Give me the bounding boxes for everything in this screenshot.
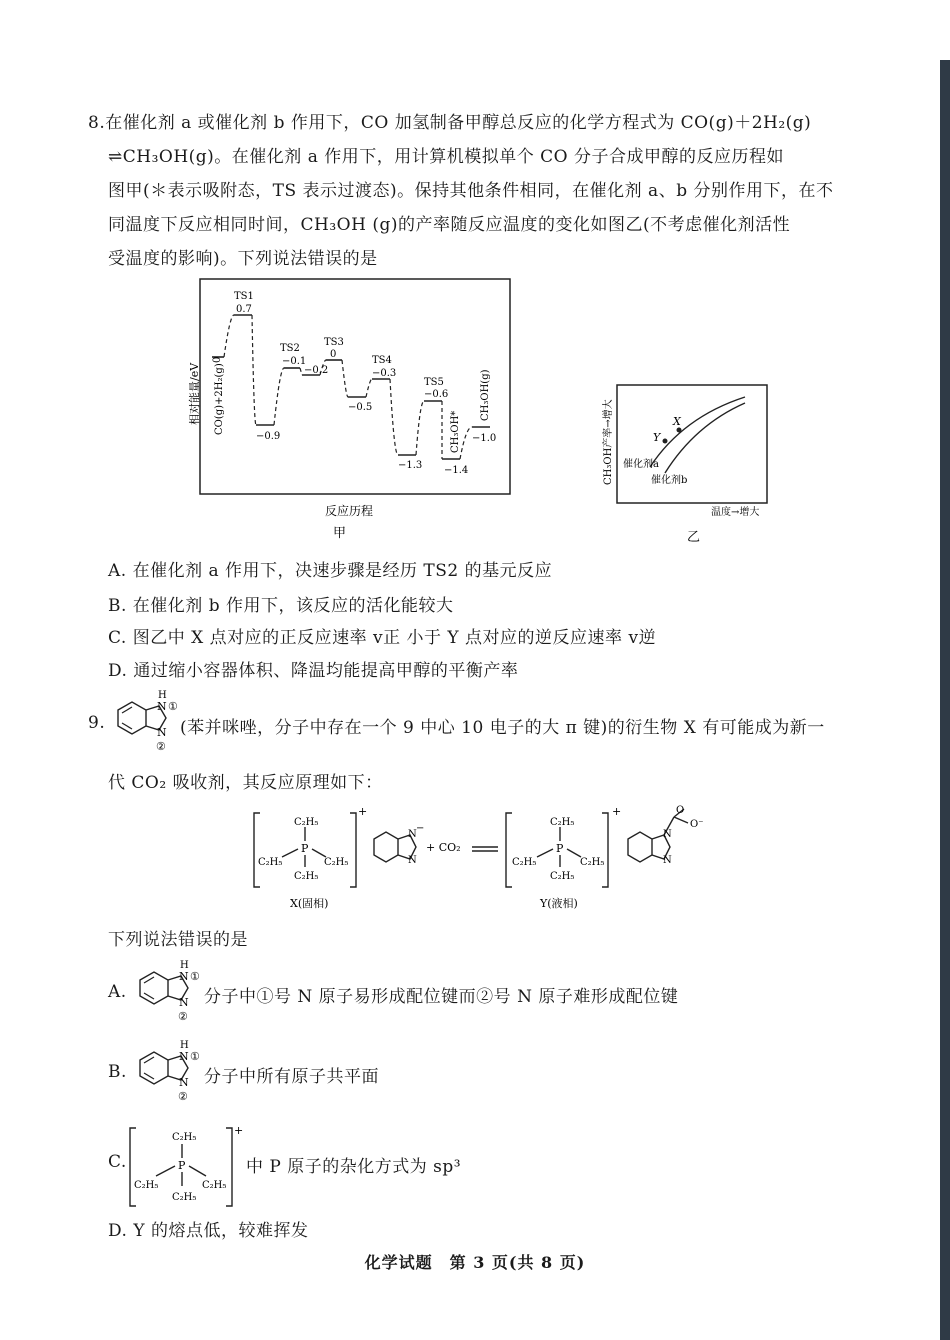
q8-number: 8.: [88, 113, 106, 133]
label-point-y: Y: [653, 431, 661, 444]
svg-text:H: H: [158, 690, 167, 701]
point-x: [677, 428, 682, 433]
value-reactant: 0: [212, 356, 223, 363]
svg-text:+: +: [612, 805, 622, 818]
q9-stem-line1: (苯并咪唑，分子中存在一个 9 中心 10 电子的大 π 键)的衍生物 X 有可能成为新一: [180, 718, 825, 738]
q9-number: 9.: [88, 713, 106, 733]
label-ts4: TS4: [372, 355, 392, 366]
option-a-benzimidazole: [126, 958, 206, 1026]
svg-text:+ CO₂: + CO₂: [426, 841, 461, 854]
value-ts5: −0.6: [424, 389, 449, 400]
figure-a-energy-profile: [190, 275, 530, 545]
value-ch3oh-ads: −1.4: [444, 465, 469, 476]
option-b-benzimidazole: [126, 1038, 206, 1106]
value-ch3oh-g: −1.0: [472, 433, 497, 444]
label-ts5: TS5: [424, 377, 444, 388]
q8-option-c[interactable]: C. 图乙中 X 点对应的正反应速率 v正 小于 Y 点对应的逆反应速率 v逆: [108, 628, 657, 648]
benzimidazole-structure: [104, 688, 184, 756]
q9-stem-line2: 代 CO₂ 吸收剂，其反应原理如下：: [108, 773, 383, 793]
svg-text:P: P: [556, 842, 564, 855]
q8-stem-line1: [88, 108, 811, 133]
svg-text:C₂H₅: C₂H₅: [512, 857, 537, 868]
figure-b-ylabel: CH₃OH产率→增大: [603, 399, 614, 485]
curve-catalyst-b: [665, 403, 745, 473]
svg-text:N: N: [157, 700, 167, 713]
svg-text:C₂H₅: C₂H₅: [580, 857, 605, 868]
svg-text:−: −: [416, 823, 425, 834]
q8-stem-line2: ⇌CH₃OH(g)。在催化剂 a 作用下，用计算机模拟单个 CO 分子合成甲醇的反应历程如: [108, 147, 784, 167]
svg-text:C₂H₅: C₂H₅: [294, 871, 319, 882]
svg-text:C₂H₅: C₂H₅: [172, 1132, 197, 1143]
q8-option-a[interactable]: A. 在催化剂 a 作用下，决速步骤是经历 TS2 的基元反应: [108, 561, 553, 581]
label-reactant: CO(g)+2H₂(g): [214, 363, 225, 435]
figure-a-caption: 甲: [333, 526, 347, 541]
svg-text:②: ②: [178, 1090, 188, 1103]
q9-option-a[interactable]: 分子中①号 N 原子易形成配位键而②号 N 原子难形成配位键: [204, 987, 679, 1007]
label-ts2: TS2: [280, 343, 300, 354]
q9-option-c[interactable]: 中 P 原子的杂化方式为 sp³: [246, 1157, 462, 1177]
q8-stem-text-1: 在催化剂 a 或催化剂 b 作用下，CO 加氢制备甲醇总反应的化学方程式为 CO(g)＋2H₂(g): [105, 113, 812, 133]
svg-text:C₂H₅: C₂H₅: [294, 817, 319, 828]
svg-text:P: P: [178, 1159, 186, 1172]
svg-text:O⁻: O⁻: [690, 819, 704, 830]
q9-option-a-prefix[interactable]: A.: [108, 982, 127, 1002]
label-catalyst-b: 催化剂b: [651, 475, 688, 486]
svg-text:H: H: [180, 1040, 189, 1051]
q9-option-b[interactable]: 分子中所有原子共平面: [204, 1067, 379, 1087]
svg-text:②: ②: [178, 1010, 188, 1023]
svg-text:N: N: [663, 829, 672, 840]
svg-text:N: N: [408, 829, 417, 840]
point-y: [663, 439, 668, 444]
value-ts3: 0: [330, 349, 337, 360]
figure-a-ylabel: 相对能量/eV: [188, 362, 201, 425]
svg-text:C₂H₅: C₂H₅: [202, 1180, 227, 1191]
svg-text:①: ①: [190, 970, 200, 983]
value-int2: −0.2: [304, 365, 329, 376]
page-edge: [940, 60, 950, 1340]
value-int4: −1.3: [398, 460, 423, 471]
figure-b-caption: 乙: [687, 530, 701, 545]
q9-option-d[interactable]: D. Y 的熔点低，较难挥发: [108, 1221, 309, 1241]
svg-text:P: P: [301, 842, 309, 855]
svg-text:C₂H₅: C₂H₅: [550, 817, 575, 828]
svg-text:N: N: [157, 726, 167, 739]
q8-option-b[interactable]: B. 在催化剂 b 作用下，该反应的活化能较大: [108, 596, 454, 616]
value-ts4: −0.3: [372, 368, 397, 379]
svg-text:C₂H₅: C₂H₅: [172, 1192, 197, 1203]
label-ts1: TS1: [234, 291, 254, 302]
svg-text:+: +: [234, 1124, 244, 1137]
q9-option-c-prefix[interactable]: C.: [108, 1152, 127, 1172]
label-ts3: TS3: [324, 337, 344, 348]
label-y-liquid: Y(液相): [540, 897, 578, 910]
svg-text:N: N: [663, 855, 672, 866]
svg-text:N: N: [408, 855, 417, 866]
svg-text:C₂H₅: C₂H₅: [134, 1180, 159, 1191]
svg-text:C₂H₅: C₂H₅: [550, 871, 575, 882]
reaction-scheme: [250, 805, 730, 917]
label-point-x: X: [673, 415, 681, 428]
q8-stem-line4: 同温度下反应相同时间，CH₃OH (g)的产率随反应温度的变化如图乙(不考虑催化剂活性: [108, 215, 791, 235]
svg-text:N: N: [179, 1076, 189, 1089]
figure-b-xlabel: 温度→增大: [711, 507, 760, 518]
svg-text:N: N: [179, 1050, 189, 1063]
svg-text:C₂H₅: C₂H₅: [324, 857, 349, 868]
svg-text:①: ①: [168, 700, 178, 713]
figure-b-yield-curve: [595, 355, 815, 550]
svg-text:N: N: [179, 970, 189, 983]
q9-prompt: 下列说法错误的是: [108, 930, 248, 950]
svg-text:N: N: [179, 996, 189, 1009]
figure-a-xlabel: 反应历程: [325, 504, 374, 518]
svg-text:①: ①: [190, 1050, 200, 1063]
q8-stem-line3: 图甲(＊表示吸附态，TS 表示过渡态)。保持其他条件相同，在催化剂 a、b 分别作用下，在不: [108, 181, 834, 201]
svg-text:C₂H₅: C₂H₅: [258, 857, 283, 868]
option-c-phosphonium: [126, 1122, 246, 1212]
page-footer: 化学试题 第 3 页(共 8 页): [364, 1253, 586, 1272]
value-ts2: −0.1: [282, 356, 307, 367]
value-int3: −0.5: [348, 402, 373, 413]
label-catalyst-a: 催化剂a: [623, 459, 659, 470]
curve-catalyst-a: [650, 397, 745, 467]
q9-option-b-prefix[interactable]: B.: [108, 1062, 127, 1082]
label-x-solid: X(固相): [290, 897, 329, 910]
q8-option-d[interactable]: D. 通过缩小容器体积、降温均能提高甲醇的平衡产率: [108, 661, 519, 681]
value-ts1: 0.7: [236, 304, 252, 315]
svg-text:+: +: [358, 805, 368, 818]
q8-stem-line5: 受温度的影响)。下列说法错误的是: [108, 249, 378, 269]
label-ch3oh-ads: CH₃OH*: [450, 410, 461, 453]
svg-text:O: O: [676, 805, 685, 816]
svg-text:H: H: [180, 960, 189, 971]
label-ch3oh-g: CH₃OH(g): [480, 369, 491, 421]
svg-text:②: ②: [156, 740, 166, 753]
value-int1: −0.9: [256, 431, 281, 442]
